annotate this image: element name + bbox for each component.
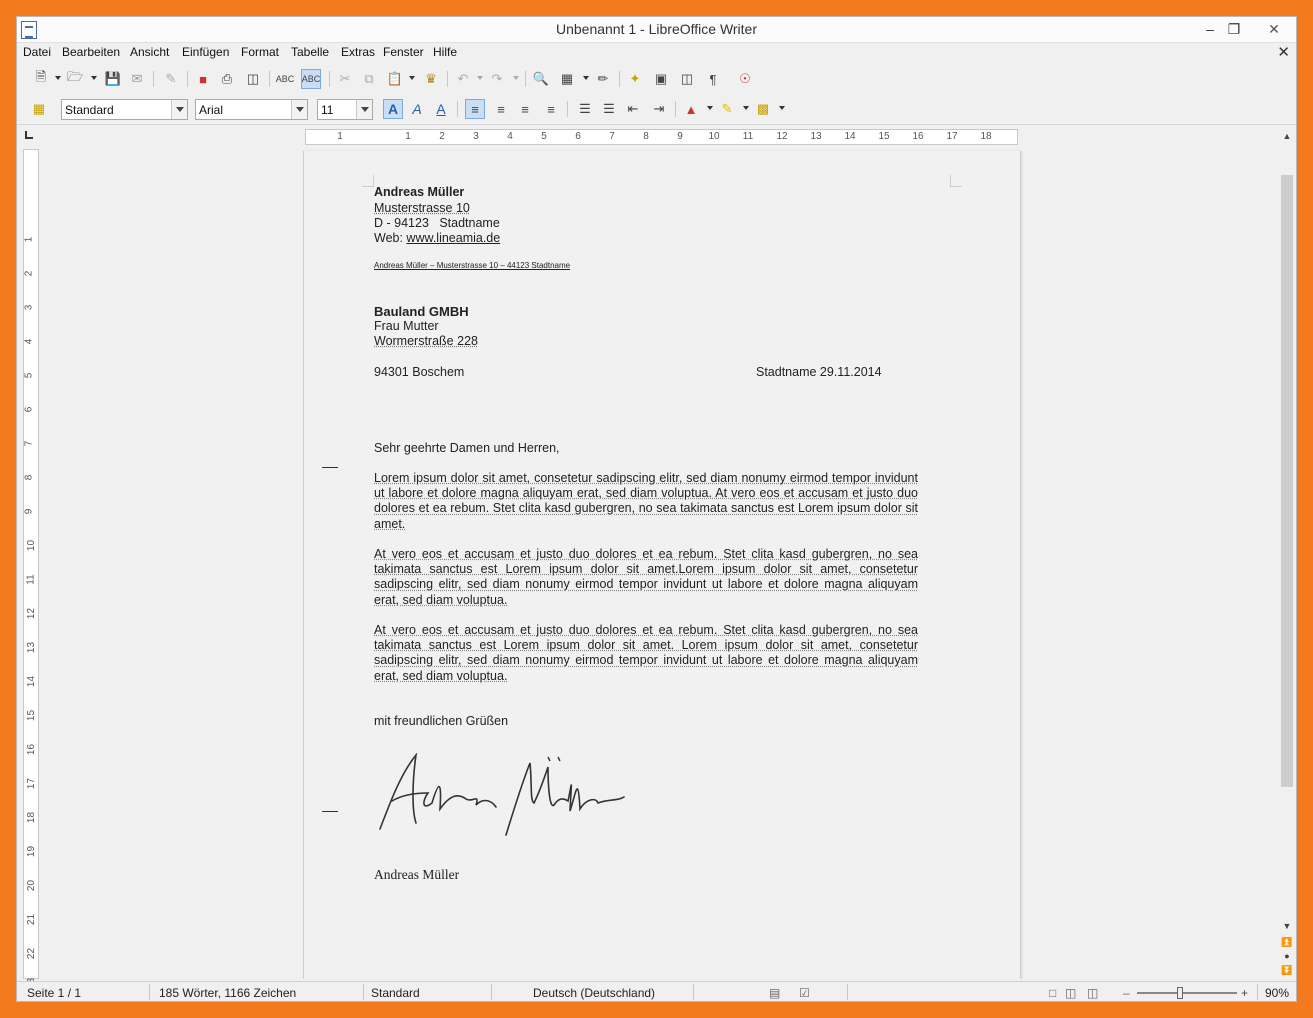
closing-phrase: mit freundlichen Grüßen — [374, 714, 509, 728]
font-size-select[interactable] — [317, 99, 373, 120]
ruler-number: 6 — [23, 406, 35, 413]
language[interactable]: Deutsch (Deutschland) — [533, 986, 656, 1000]
find-replace-icon[interactable]: 🔍 — [532, 71, 550, 86]
highlight-icon[interactable]: ✎ — [721, 101, 733, 116]
ruler-number: 6 — [575, 131, 581, 142]
navigator-icon[interactable]: ✦ — [629, 71, 641, 86]
ruler-number: 10 — [708, 131, 720, 142]
ruler-number: 17 — [26, 777, 38, 790]
ruler-number: 1 — [405, 131, 411, 142]
table-dropdown-icon[interactable] — [583, 76, 589, 80]
table-icon[interactable]: ▦ — [560, 71, 574, 86]
vertical-ruler[interactable] — [23, 149, 39, 979]
body-paragraph-1: Lorem ipsum dolor sit amet, consetetur sadipscing elitr, sed diam nonumy eirmod tempor invidunt ut labore et dolore magna aliquyam erat, sed diam voluptua. At vero eos et accusam et justo duo dolores et ea rebum. Stet clita kasd gubergren, no sea takimata sanctus est Lorem ipsum dolor sit amet. — [374, 471, 918, 531]
menu-format[interactable]: Format — [241, 45, 280, 59]
edit-mode-icon[interactable]: ✎ — [165, 71, 177, 86]
open-dropdown-icon[interactable] — [91, 76, 97, 80]
data-sources-icon[interactable]: ◫ — [680, 71, 694, 86]
recipient-city: 94301 Boschem — [374, 365, 465, 379]
background-color-icon[interactable]: ▩ — [756, 101, 770, 116]
redo-icon[interactable]: ↷ — [491, 71, 503, 86]
sender-web-link[interactable]: www.lineamia.de — [406, 231, 501, 245]
sender-return-line: Andreas Müller – Musterstrasse 10 – 44123 Stadtname — [374, 261, 571, 270]
align-right-icon[interactable]: ≡ — [521, 101, 529, 117]
new-document-icon[interactable]: 🗎 — [35, 69, 47, 84]
single-page-view-icon[interactable]: □ — [1049, 986, 1057, 1000]
help-icon[interactable]: ☉ — [739, 71, 751, 86]
zoom-out-icon[interactable]: – — [1123, 986, 1130, 1000]
chevron-down-icon[interactable] — [291, 100, 307, 119]
ruler-number: 17 — [946, 131, 958, 142]
gallery-icon[interactable]: ▣ — [654, 71, 668, 86]
export-pdf-icon[interactable]: ■ — [199, 71, 207, 87]
ruler-number: 20 — [26, 879, 38, 892]
ruler-number: 18 — [26, 811, 38, 824]
menu-hilfe[interactable]: Hilfe — [433, 45, 458, 59]
save-icon[interactable]: 💾 — [104, 71, 122, 86]
selection-mode-icon[interactable]: ▤ — [769, 986, 781, 1000]
body-paragraph-2: At vero eos et accusam et justo duo dolores et ea rebum. Stet clita kasd gubergren, no sea takimata sanctus est Lorem ipsum dolor sit amet.Lorem ipsum dolor sit amet, consetetur sadipscing elitr, sed diam nonumy eirmod tempor invidunt ut labore et dolore magna aliquyam erat, sed diam voluptua. — [374, 547, 918, 607]
menu-tabelle[interactable]: Tabelle — [291, 45, 330, 59]
zoom-slider[interactable] — [1137, 992, 1237, 994]
paragraph-style-value: Standard — [65, 103, 114, 117]
scrollbar-thumb[interactable] — [1281, 175, 1293, 787]
sender-street: Musterstrasse 10 — [374, 201, 470, 215]
sender-web-line — [374, 231, 500, 245]
sender-name: Andreas Müller — [374, 185, 465, 199]
underline-icon[interactable]: A — [436, 101, 446, 117]
decrease-indent-icon[interactable]: ⇤ — [627, 101, 639, 116]
scroll-down-icon[interactable]: ▼ — [1282, 921, 1292, 931]
redo-dropdown-icon[interactable] — [513, 76, 519, 80]
ruler-number: 16 — [26, 743, 38, 756]
recipient-name: Frau Mutter — [374, 319, 439, 333]
undo-icon[interactable]: ↶ — [457, 71, 469, 86]
autospellcheck-icon[interactable]: ABC — [301, 69, 321, 89]
status-bar — [17, 981, 1296, 1002]
highlight-dropdown-icon[interactable] — [743, 106, 749, 110]
vertical-scrollbar[interactable] — [1280, 129, 1294, 979]
ruler-number: 14 — [26, 675, 38, 688]
ruler-number: 19 — [26, 845, 38, 858]
numbering-icon[interactable]: ☰ — [579, 101, 591, 116]
spellcheck-icon[interactable]: ABC — [275, 74, 295, 84]
menu-datei[interactable]: Datei — [23, 45, 52, 59]
ruler-number: 16 — [912, 131, 924, 142]
menu-extras[interactable]: Extras — [341, 45, 376, 59]
sender-web-label: Web: — [374, 231, 407, 245]
bold-icon[interactable]: A — [383, 99, 403, 119]
multi-page-view-icon[interactable]: ◫ — [1065, 986, 1077, 1000]
formatting-marks-icon[interactable]: ¶ — [709, 71, 717, 87]
close-window-button[interactable]: ✕ — [1268, 21, 1280, 37]
app-window — [16, 16, 1297, 1002]
title-bar — [17, 17, 1296, 43]
ruler-number: 7 — [609, 131, 615, 142]
horizontal-ruler[interactable] — [305, 129, 1018, 145]
ruler-number: 21 — [26, 913, 38, 926]
font-color-icon[interactable]: ▲ — [684, 101, 698, 117]
ruler-number: 9 — [23, 508, 35, 515]
signed-name: Andreas Müller — [374, 867, 460, 882]
document-area[interactable] — [41, 147, 1279, 979]
font-size-value: 11 — [321, 103, 334, 117]
ruler-number: 5 — [541, 131, 547, 142]
signature-image — [372, 753, 632, 843]
menu-fenster[interactable]: Fenster — [383, 45, 424, 59]
ruler-corner[interactable] — [25, 131, 33, 139]
new-dropdown-icon[interactable] — [55, 76, 61, 80]
ruler-number: 22 — [26, 947, 38, 960]
ruler-number: 3 — [473, 131, 479, 142]
clone-formatting-icon[interactable]: ♛ — [425, 71, 437, 86]
restore-button[interactable]: ❐ — [1227, 21, 1241, 37]
ruler-number: 14 — [844, 131, 856, 142]
previous-page-icon[interactable]: ⏫ — [1281, 937, 1293, 947]
ruler-number: 7 — [23, 440, 35, 447]
text-boundary-mark — [950, 175, 962, 187]
chevron-down-icon[interactable] — [356, 100, 372, 119]
margin-mark — [322, 811, 338, 812]
book-view-icon[interactable]: ◫ — [1087, 986, 1099, 1000]
ruler-number: 4 — [507, 131, 513, 142]
ruler-number: 13 — [810, 131, 822, 142]
show-draw-functions-icon[interactable]: ✏ — [597, 71, 609, 86]
menu-einfuegen[interactable]: Einfügen — [182, 45, 230, 59]
word-count[interactable]: 185 Wörter, 1166 Zeichen — [159, 986, 297, 1000]
ruler-number: 10 — [26, 539, 38, 552]
zoom-slider-handle[interactable] — [1177, 987, 1183, 999]
align-left-icon[interactable]: ≡ — [465, 99, 485, 119]
ruler-number: 9 — [677, 131, 683, 142]
chevron-down-icon[interactable] — [171, 100, 187, 119]
page-count[interactable]: Seite 1 / 1 — [27, 986, 82, 1000]
align-center-icon[interactable]: ≡ — [497, 101, 505, 117]
recipient-company: Bauland GMBH — [374, 304, 469, 319]
increase-indent-icon[interactable]: ⇥ — [653, 101, 665, 116]
bullets-icon[interactable]: ☰ — [603, 101, 615, 116]
zoom-level[interactable]: 90% — [1265, 986, 1290, 1000]
ruler-number: 2 — [23, 270, 35, 277]
ruler-number: 5 — [23, 372, 35, 379]
next-page-icon[interactable]: ⏬ — [1281, 965, 1293, 975]
margin-mark — [322, 467, 338, 468]
paragraph-style-select[interactable] — [61, 99, 188, 120]
print-icon[interactable]: ⎙ — [221, 71, 233, 86]
styles-icon[interactable]: ▦ — [32, 101, 46, 116]
justify-icon[interactable]: ≡ — [547, 101, 555, 117]
cut-icon[interactable]: ✂ — [339, 71, 351, 86]
ruler-number: 15 — [26, 709, 38, 722]
close-document-icon[interactable]: ✕ — [1277, 44, 1290, 61]
text-boundary-mark — [362, 175, 374, 187]
recipient-street: Wormerstraße 228 — [374, 334, 478, 348]
font-color-dropdown-icon[interactable] — [707, 106, 713, 110]
ruler-number: 8 — [643, 131, 649, 142]
ruler-number: 13 — [26, 641, 38, 654]
menu-bar — [17, 43, 1296, 63]
ruler-number: 8 — [23, 474, 35, 481]
window-title: Unbenannt 1 - LibreOffice Writer — [555, 21, 758, 37]
undo-dropdown-icon[interactable] — [477, 76, 483, 80]
copy-icon[interactable]: ⧉ — [364, 71, 374, 86]
sender-city: D - 94123 Stadtname — [374, 216, 500, 230]
zoom-in-icon[interactable]: + — [1241, 986, 1249, 1000]
salutation: Sehr geehrte Damen und Herren, — [374, 441, 560, 455]
body-paragraph-3: At vero eos et accusam et justo duo dolores et ea rebum. Stet clita kasd gubergren, no sea takimata sanctus est Lorem ipsum dolor sit amet. Lorem ipsum dolor sit amet, consetetur sadipscing elitr, sed diam nonumy eirmod tempor invidunt ut labore et dolore magna aliquyam erat, sed diam voluptua. — [374, 623, 918, 683]
navigation-icon[interactable]: ● — [1284, 951, 1290, 961]
font-name-value: Arial — [199, 103, 224, 117]
ruler-number: 18 — [980, 131, 992, 142]
menu-bearbeiten[interactable]: Bearbeiten — [62, 45, 121, 59]
page-style[interactable]: Standard — [371, 986, 420, 1000]
standard-toolbar — [17, 65, 1296, 93]
paste-dropdown-icon[interactable] — [409, 76, 415, 80]
letter-date: Stadtname 29.11.2014 — [756, 365, 882, 379]
ruler-number: 3 — [23, 304, 35, 311]
paste-icon[interactable]: 📋 — [386, 71, 404, 86]
ruler-number: 12 — [26, 607, 38, 620]
ruler-number: 11 — [25, 574, 37, 585]
ruler-number: 1 — [337, 131, 343, 142]
minimize-button[interactable]: – — [1206, 21, 1214, 37]
ruler-number: 15 — [878, 131, 890, 142]
ruler-number: 12 — [776, 131, 788, 142]
ruler-number: 4 — [23, 338, 35, 345]
ruler-number: 2 — [439, 131, 445, 142]
formatting-toolbar — [17, 95, 1296, 125]
print-preview-icon[interactable]: ◫ — [246, 71, 260, 86]
document-page[interactable] — [303, 151, 1021, 979]
document-modified-icon[interactable]: ☑ — [799, 986, 810, 1000]
ruler-number: 1 — [23, 236, 35, 243]
open-folder-icon[interactable]: 🗁 — [66, 69, 84, 84]
font-name-select[interactable] — [195, 99, 308, 120]
scroll-up-icon[interactable]: ▲ — [1282, 131, 1292, 141]
menu-ansicht[interactable]: Ansicht — [130, 45, 170, 59]
italic-icon[interactable]: A — [412, 101, 422, 117]
ruler-number: 11 — [742, 131, 754, 142]
email-icon[interactable]: ✉ — [131, 71, 143, 86]
background-dropdown-icon[interactable] — [779, 106, 785, 110]
